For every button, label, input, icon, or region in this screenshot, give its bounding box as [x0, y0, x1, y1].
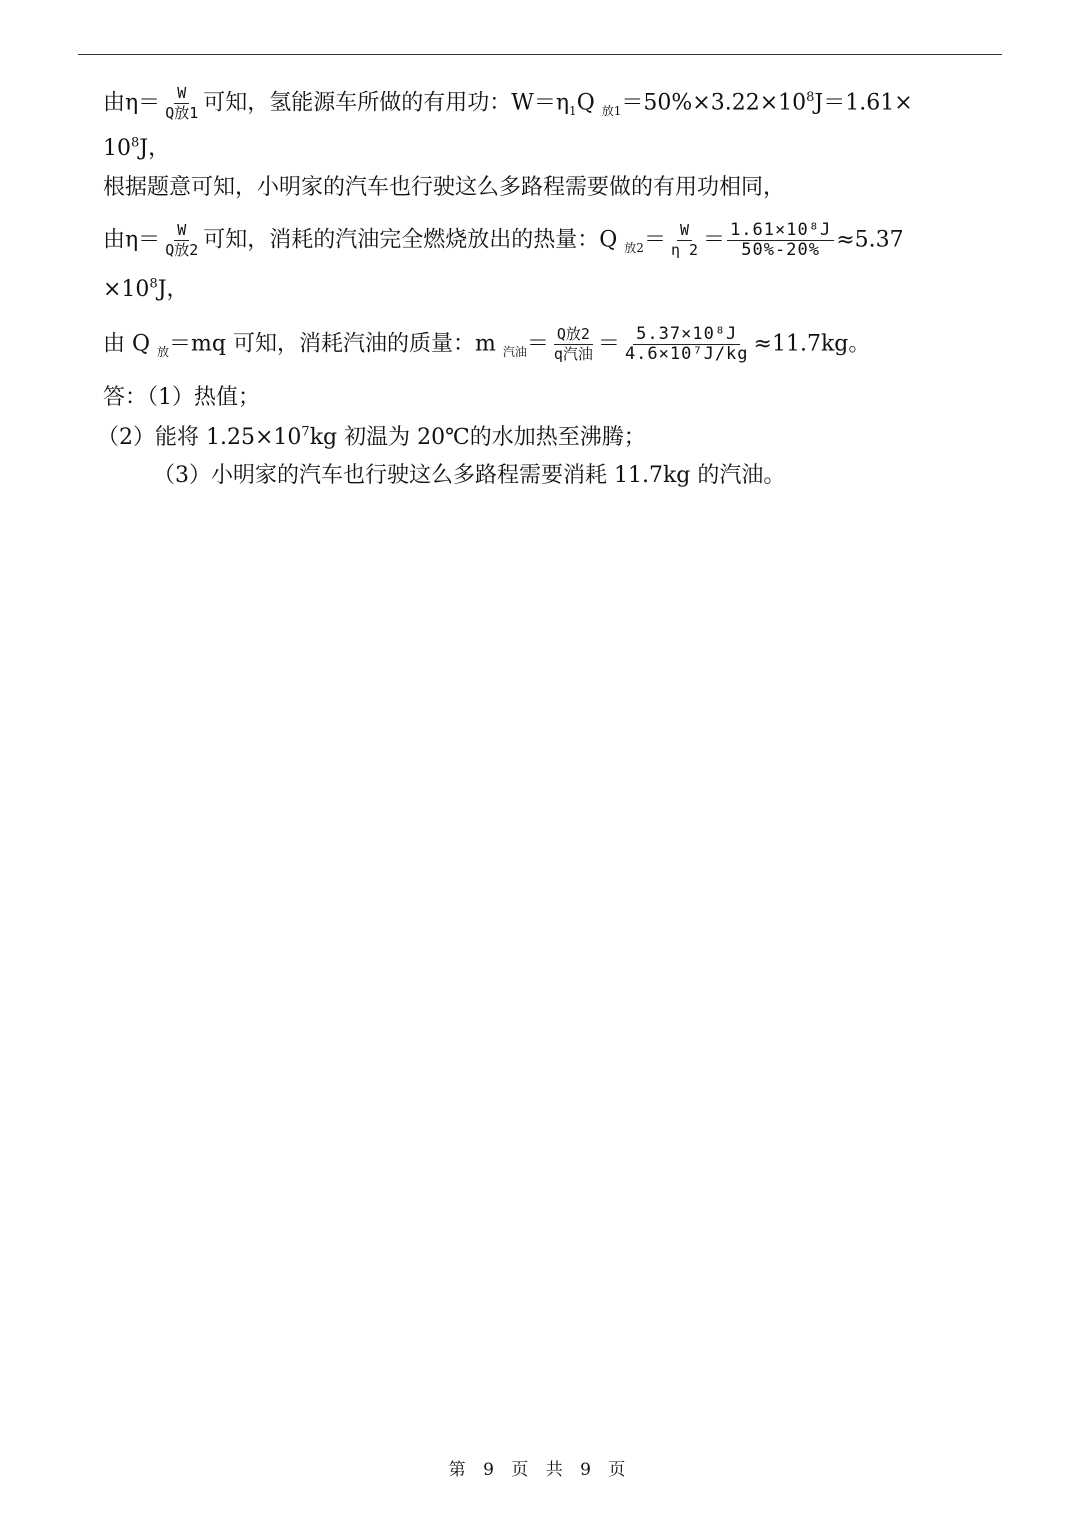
fraction-mass-value [622, 325, 752, 364]
text-segment: ＝50%×3.22×10 [621, 90, 807, 116]
answer-line-2 [97, 423, 646, 453]
fraction-numerator: 1.61×10⁸J [727, 221, 834, 241]
text-segment: ＝ [597, 331, 620, 357]
fraction-denominator: Q放1 [165, 104, 199, 122]
text-segment: J， [139, 136, 171, 161]
equation-line-6 [103, 325, 870, 364]
header-rule [78, 54, 1002, 55]
text-segment: 10 [103, 136, 131, 161]
equation-line-4 [103, 221, 904, 260]
text-segment: J＝1.61× [814, 90, 913, 116]
text-segment: J， [157, 277, 189, 302]
text-segment: 由 Q [103, 331, 151, 357]
text-segment: 可知，消耗的汽油完全燃烧放出的热量：Q [203, 227, 618, 253]
fraction-denominator: η 2 [670, 241, 699, 259]
answer-line-1: 答：（1）热值； [103, 385, 260, 410]
text-line-3: 根据题意可知，小明家的汽车也行驶这么多路程需要做的有用功相同， [103, 175, 786, 200]
subscript: 放1 [601, 103, 622, 118]
fraction-numerator: W [174, 221, 189, 241]
fraction-q-over-q [551, 325, 596, 364]
subscript: 汽油 [502, 344, 527, 359]
text-segment: 可知，氢能源车所做的有用功：W＝η [203, 90, 570, 116]
subscript: 放 [157, 344, 170, 359]
fraction-denominator: 4.6×10⁷J/kg [624, 344, 749, 364]
fraction-numerator: Q放2 [554, 325, 593, 345]
text-segment: Q [576, 90, 595, 116]
fraction-denominator: Q放2 [165, 241, 199, 259]
fraction-denominator: 50%-20% [741, 240, 820, 260]
superscript: 8 [149, 276, 158, 292]
answer-line-3: （3）小明家的汽车也行驶这么多路程需要消耗 11.7kg 的汽油。 [153, 463, 786, 488]
fraction-numerator: 5.37×10⁸J [633, 325, 740, 345]
text-segment: （2）能将 1.25×10 [97, 425, 302, 450]
fraction-denominator: q汽油 [553, 345, 593, 363]
text-segment: ×10 [103, 277, 150, 302]
text-segment: ＝ [526, 331, 549, 357]
subscript: 放2 [624, 240, 644, 255]
text-segment: ＝ [703, 227, 726, 253]
fraction-numerator: W [174, 84, 189, 104]
text-segment: ≈11.7kg。 [753, 331, 871, 357]
superscript: 8 [131, 135, 140, 151]
equation-line-5 [103, 275, 189, 305]
superscript: 7 [301, 424, 310, 440]
fraction-w-q1 [162, 84, 201, 123]
subscript: 1 [569, 103, 577, 118]
equation-line-1 [103, 84, 913, 123]
text-segment: 由η＝ [103, 227, 161, 253]
fraction-numerator: W [677, 221, 692, 241]
text-segment: ≈5.37 [836, 227, 904, 253]
fraction-w-eta [668, 221, 701, 260]
page-number-footer: 第 9 页 共 9 页 [448, 1460, 632, 1480]
equation-line-2 [103, 134, 170, 164]
fraction-w-q2 [162, 221, 201, 260]
fraction-heat-value [727, 221, 834, 260]
text-segment: 由η＝ [103, 90, 161, 116]
superscript: 8 [806, 90, 815, 106]
text-segment: ＝ [643, 227, 666, 253]
text-segment: kg 初温为 20℃的水加热至沸腾； [309, 425, 646, 450]
text-segment: ＝mq 可知，消耗汽油的质量：m [169, 331, 496, 357]
